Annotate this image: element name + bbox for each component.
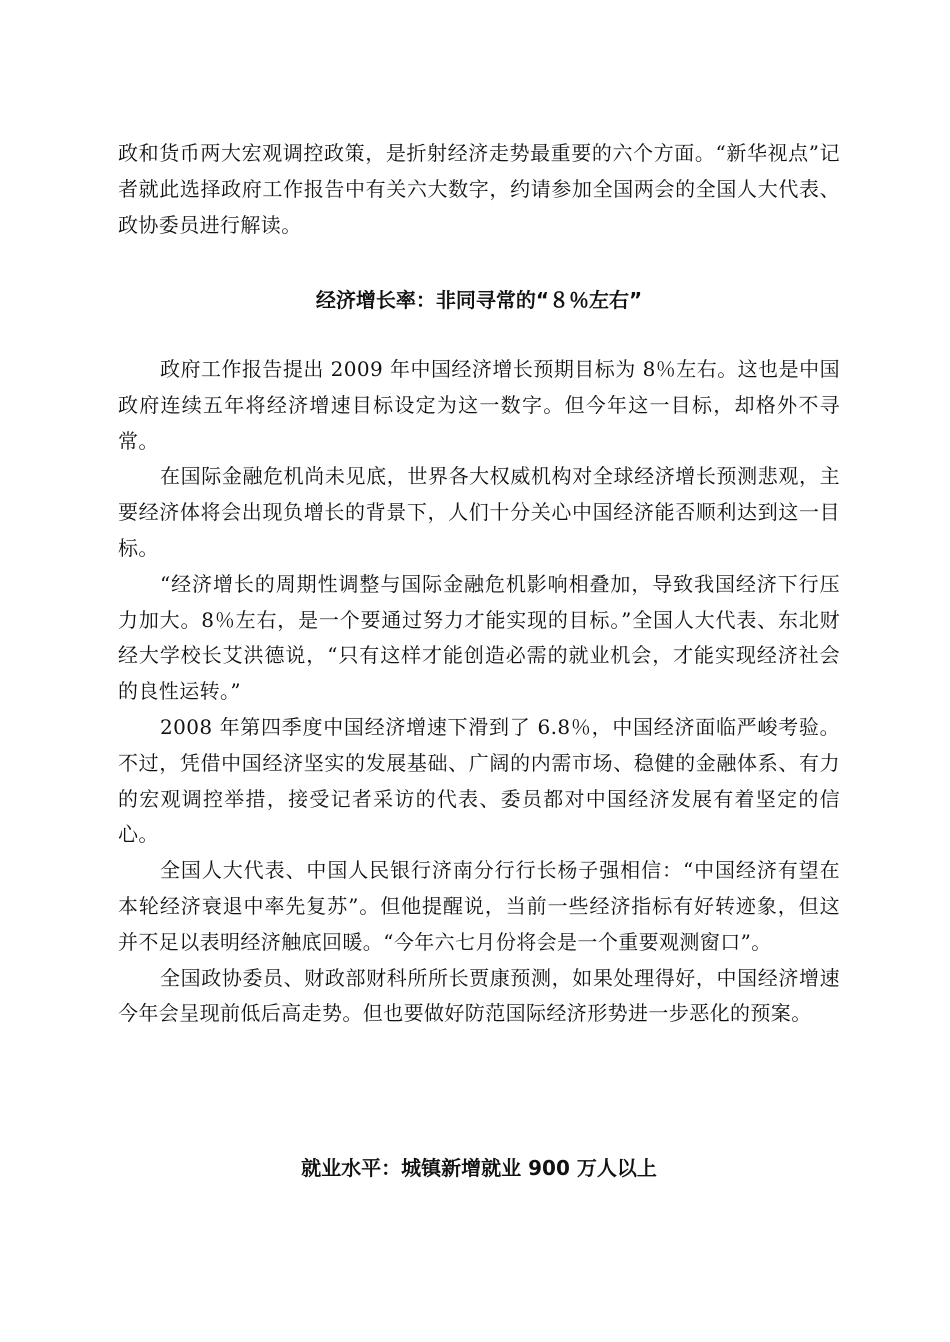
intro-block <box>118 136 840 243</box>
body-paragraph: 全国人大代表、中国人民银行济南分行行长杨子强相信：“中国经济有望在本轮经济衰退中率先复苏”。但他提醒说，当前一些经济指标有好转迹象，但这并不足以表明经济触底回暖。“今年六七月份将会是一个重要观测窗口”。 <box>118 858 840 954</box>
body-paragraph: 政府工作报告提出 2009 年中国经济增长预期目标为 8％左右。这也是中国政府连续五年将经济增速目标设定为这一数字。但今年这一目标，却格外不寻常。 <box>118 357 840 453</box>
body-paragraph: 全国政协委员、财政部财科所所长贾康预测，如果处理得好，中国经济增速今年会呈现前低后高走势。但也要做好防范国际经济形势进一步恶化的预案。 <box>118 965 840 1026</box>
section-heading-employment: 就业水平：城镇新增就业 900 万人以上 <box>301 1156 657 1180</box>
body-paragraph: 2008 年第四季度中国经济增速下滑到了 6.8％，中国经济面临严峻考验。不过，凭借中国经济坚实的发展基础、广阔的内需市场、稳健的金融体系、有力的宏观调控举措，接受记者采访的代表、委员都对中国经济发展有着坚定的信心。 <box>118 714 840 847</box>
body-paragraph: “经济增长的周期性调整与国际金融危机影响相叠加，导致我国经济下行压力加大。8％左右，是一个要通过努力才能实现的目标。”全国人大代表、东北财经大学校长艾洪德说，“只有这样才能创造必需的就业机会，才能实现经济社会的良性运转。” <box>118 571 840 704</box>
body-paragraph: 在国际金融危机尚未见底，世界各大权威机构对全球经济增长预测悲观，主要经济体将会出现负增长的背景下，人们十分关心中国经济能否顺利达到这一目标。 <box>118 464 840 560</box>
section-body-growth-rate <box>118 352 840 1032</box>
intro-paragraph: 政和货币两大宏观调控政策，是折射经济走势最重要的六个方面。“新华视点”记者就此选择政府工作报告中有关六大数字，约请参加全国两会的全国人大代表、政协委员进行解读。 <box>118 141 840 237</box>
section-heading-growth-rate: 经济增长率：非同寻常的“８％左右” <box>315 288 643 312</box>
